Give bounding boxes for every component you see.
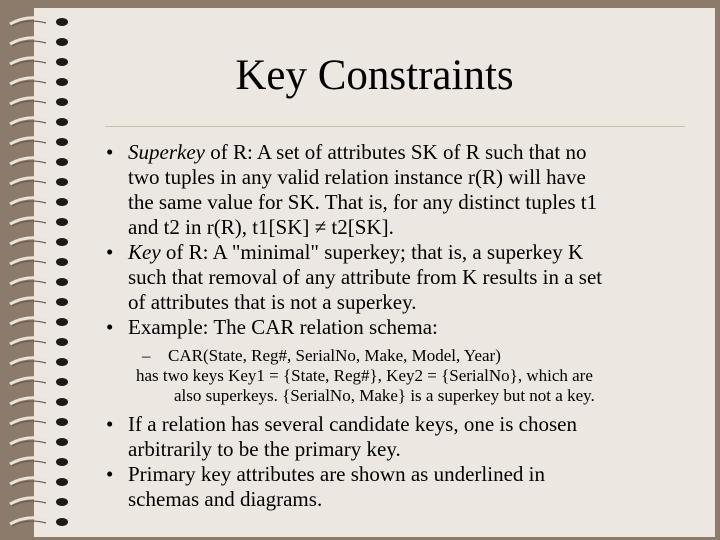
binding-hole — [56, 18, 68, 26]
bullet-text: of R: A set of attributes SK of R such that no — [210, 140, 587, 164]
binding-hole — [56, 318, 68, 326]
bullet-text: arbitrarily to be the primary key. — [128, 437, 401, 461]
binding-hole — [56, 278, 68, 286]
binding-hole — [56, 358, 68, 366]
bullet-marker: • — [106, 140, 114, 164]
binding-hole — [56, 38, 68, 46]
slide-body — [106, 140, 706, 512]
bullet-text: schemas and diagrams. — [128, 487, 323, 511]
bullet-text: such that removal of any attribute from K results in a set — [128, 265, 603, 289]
binding-hole — [56, 198, 68, 206]
binding-hole — [56, 378, 68, 386]
binding-hole — [56, 498, 68, 506]
binding-hole — [56, 218, 68, 226]
bullet-text: the same value for SK. That is, for any distinct tuples t1 — [128, 190, 598, 214]
term-superkey: Superkey — [128, 140, 205, 164]
sub-bullet-text: also superkeys. {SerialNo, Make} is a superkey but not a key. — [174, 386, 595, 405]
bullet-text: and t2 in r(R), t1[SK] ≠ t2[SK]. — [128, 215, 394, 239]
term-key: Key — [128, 240, 161, 264]
binding-hole — [56, 338, 68, 346]
binding-hole — [56, 298, 68, 306]
binding-hole — [56, 138, 68, 146]
bullet-candidate-keys — [106, 412, 706, 462]
bullet-key — [106, 240, 706, 315]
binding-hole — [56, 258, 68, 266]
bullet-marker: • — [106, 412, 114, 436]
binding-hole — [56, 458, 68, 466]
bullet-superkey — [106, 140, 706, 240]
title-divider — [105, 126, 685, 127]
bullet-text: of R: A "minimal" superkey; that is, a superkey K — [165, 240, 584, 264]
bullet-marker: • — [106, 240, 114, 264]
sub-bullet-marker: – — [142, 346, 151, 365]
bullet-primary-key — [106, 462, 706, 512]
bullet-text: If a relation has several candidate keys, one is chosen — [128, 412, 577, 436]
binding-hole — [56, 398, 68, 406]
slide-title: Key Constraints — [235, 52, 514, 99]
bullet-example — [106, 315, 706, 340]
bullet-text: Example: The CAR relation schema: — [128, 315, 438, 339]
binding-hole — [56, 418, 68, 426]
bullet-marker: • — [106, 462, 114, 486]
binding-hole — [56, 158, 68, 166]
bullet-marker: • — [106, 315, 114, 339]
binding-hole — [56, 518, 68, 526]
bullet-text: two tuples in any valid relation instance r(R) will have — [128, 165, 586, 189]
binding-hole — [56, 238, 68, 246]
binding-hole — [56, 178, 68, 186]
bullet-text: Primary key attributes are shown as underlined in — [128, 462, 545, 486]
sub-bullet-text: CAR(State, Reg#, SerialNo, Make, Model, Year) — [168, 346, 501, 365]
binding-hole — [56, 478, 68, 486]
sub-bullet-car — [106, 346, 706, 406]
binding-hole — [56, 438, 68, 446]
bullet-text: of attributes that is not a superkey. — [128, 290, 417, 314]
sub-bullet-text: has two keys Key1 = {State, Reg#}, Key2 = {SerialNo}, which are — [136, 366, 593, 385]
binding-hole — [56, 118, 68, 126]
